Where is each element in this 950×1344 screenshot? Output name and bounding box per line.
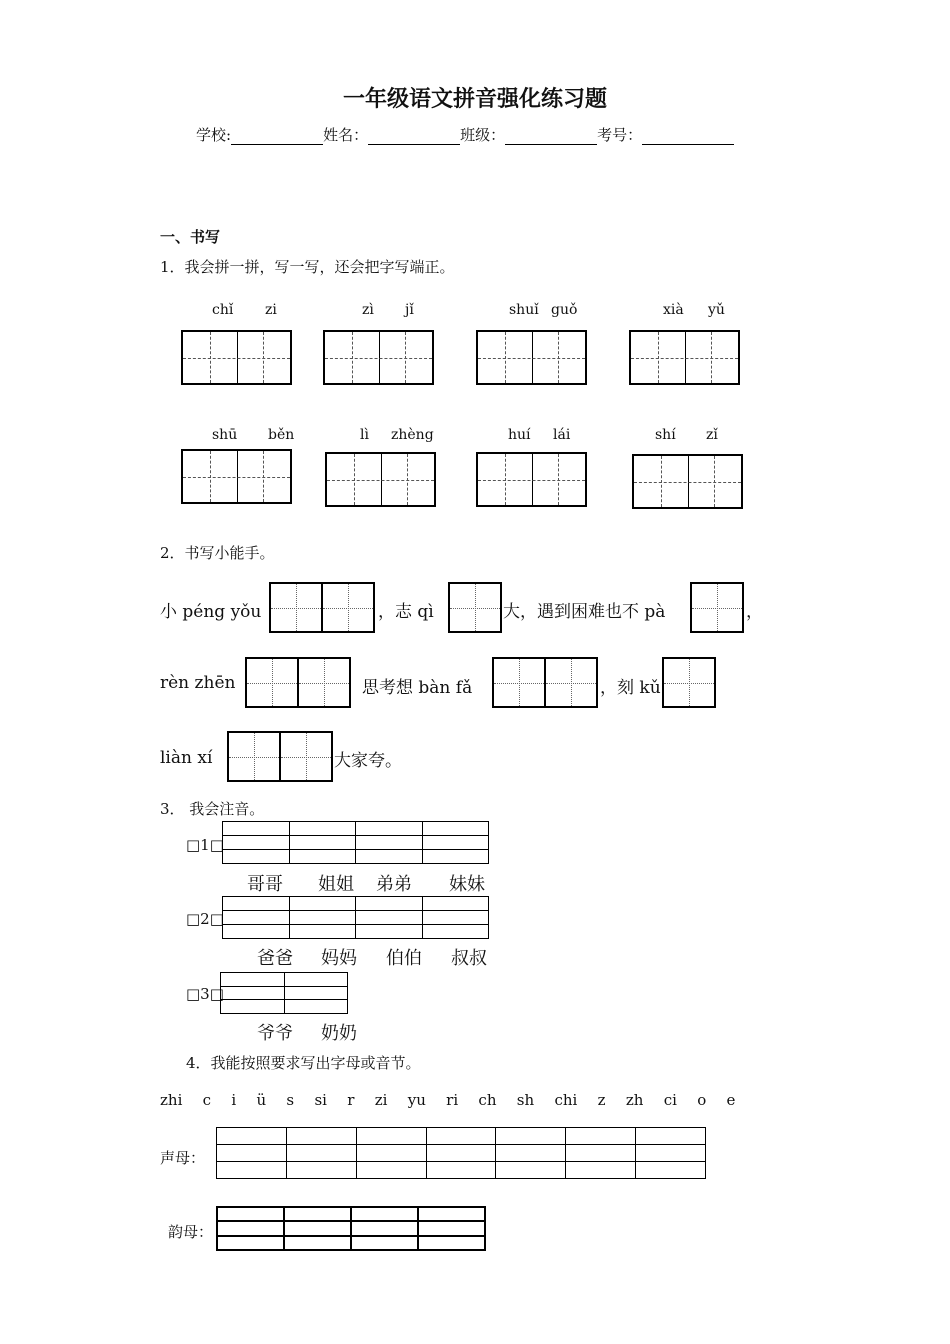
question-1-text: 1．我会拼一拼，写一写，还会把字写端正。 <box>160 258 455 276</box>
writing-box[interactable] <box>476 452 587 507</box>
word: 奶奶 <box>321 1023 357 1044</box>
word: 弟弟 <box>376 874 412 895</box>
pinyin: shí <box>655 427 676 443</box>
writing-cell[interactable] <box>297 657 351 708</box>
group-label: □1□ <box>186 836 224 854</box>
pinyin: yǔ <box>708 302 725 318</box>
word: 妹妹 <box>449 874 485 895</box>
pinyin-grid[interactable] <box>222 821 489 864</box>
word: 姐姐 <box>318 874 354 895</box>
word: 哥哥 <box>247 874 283 895</box>
pinyin: shuǐ <box>509 302 539 318</box>
name-field[interactable] <box>368 128 460 145</box>
writing-cell[interactable] <box>448 582 502 633</box>
writing-box[interactable] <box>629 330 740 385</box>
sentence-text: 小 péng yǒu <box>160 602 262 622</box>
sentence-text: rèn zhēn <box>160 673 236 693</box>
initials-grid[interactable] <box>216 1127 706 1179</box>
writing-cell[interactable] <box>269 582 323 633</box>
finals-label: 韵母： <box>168 1223 214 1241</box>
pinyin: huí <box>508 427 531 443</box>
writing-cell[interactable] <box>279 731 333 782</box>
writing-box[interactable] <box>632 454 743 509</box>
name-label: 姓名： <box>323 126 369 144</box>
student-info <box>196 124 734 145</box>
class-field[interactable] <box>505 128 597 145</box>
word: 妈妈 <box>321 948 357 969</box>
letter-list: zhi c i ü s si r zi yu ri ch sh chi z zh ci o e <box>160 1091 736 1109</box>
number-label: 考号： <box>597 126 643 144</box>
pinyin: zhèng <box>391 427 434 443</box>
class-label: 班级： <box>460 126 506 144</box>
pinyin-grid[interactable] <box>220 972 348 1014</box>
writing-cell[interactable] <box>245 657 299 708</box>
writing-cell[interactable] <box>321 582 375 633</box>
pinyin: běn <box>268 427 295 443</box>
number-field[interactable] <box>642 128 734 145</box>
school-field[interactable] <box>231 128 323 145</box>
pinyin: zi <box>265 302 277 318</box>
writing-box[interactable] <box>325 452 436 507</box>
initials-label: 声母： <box>160 1149 206 1167</box>
writing-box[interactable] <box>476 330 587 385</box>
pinyin: zì <box>362 302 374 318</box>
word: 爷爷 <box>257 1023 293 1044</box>
pinyin: shū <box>212 427 238 443</box>
pinyin: lái <box>553 427 571 443</box>
pinyin: jǐ <box>405 302 414 318</box>
page-title: 一年级语文拼音强化练习题 <box>342 86 607 112</box>
writing-cell[interactable] <box>690 582 744 633</box>
pinyin: chǐ <box>212 302 234 318</box>
group-label: □3□ <box>186 985 224 1003</box>
writing-cell[interactable] <box>544 657 598 708</box>
pinyin: guǒ <box>551 302 578 318</box>
word: 叔叔 <box>451 948 487 969</box>
section-heading: 一、书写 <box>160 228 221 246</box>
pinyin: xià <box>663 302 684 318</box>
writing-box[interactable] <box>323 330 434 385</box>
pinyin: lì <box>360 427 369 443</box>
word: 伯伯 <box>386 948 422 969</box>
question-2-text: 2．书写小能手。 <box>160 544 275 562</box>
writing-box[interactable] <box>181 330 292 385</box>
sentence-text: 思考想 bàn fǎ <box>362 678 473 698</box>
sentence-text: liàn xí <box>160 748 213 768</box>
writing-cell[interactable] <box>662 657 716 708</box>
sentence-text: ，刻 kǔ <box>600 678 661 698</box>
school-label: 学校: <box>196 126 232 144</box>
writing-box[interactable] <box>181 449 292 504</box>
word: 爸爸 <box>257 948 293 969</box>
writing-cell[interactable] <box>227 731 281 782</box>
question-3-text: 3． 我会注音。 <box>160 800 265 818</box>
sentence-text: 大，遇到困难也不 pà <box>503 602 666 622</box>
writing-cell[interactable] <box>492 657 546 708</box>
finals-grid[interactable] <box>216 1206 486 1251</box>
sentence-text: 大家夸。 <box>334 751 402 771</box>
pinyin-grid[interactable] <box>222 896 489 939</box>
sentence-text: ，志 qì <box>378 602 434 622</box>
group-label: □2□ <box>186 910 224 928</box>
pinyin: zǐ <box>706 427 718 443</box>
sentence-text: ， <box>746 602 763 622</box>
question-4-text: 4．我能按照要求写出字母或音节。 <box>186 1054 421 1072</box>
